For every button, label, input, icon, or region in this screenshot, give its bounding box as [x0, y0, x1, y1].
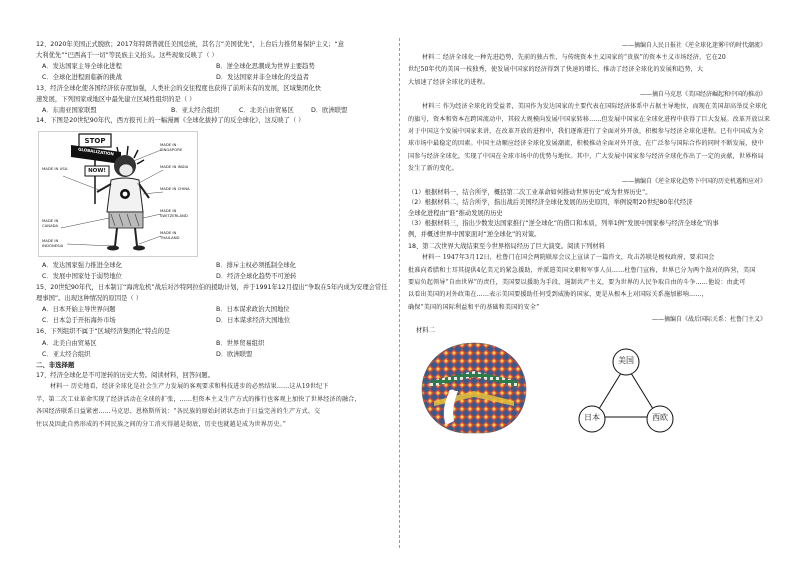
- q18-material2-title: 材料二: [416, 327, 435, 335]
- q13-stem-line1: 13、经济全球化使各国经济依存度加强，人类社会的交往程度也获得了前所未有的发展，区域集团化快: [36, 85, 322, 93]
- label-made-in-thailand: MADE IN THAILAND: [160, 229, 180, 240]
- q13-options-row: [36, 105, 391, 116]
- q16-options-row1: [36, 338, 391, 349]
- label-made-in-usa: MADE IN USA: [42, 165, 68, 171]
- q14-option-c[interactable]: C．发展中国家处于弱势地位: [42, 272, 122, 280]
- source-citation-3: ——摘编自《逆全球化趋势下中国的历史机遇和应对》: [621, 177, 766, 185]
- q17-sub-question-3: （3）根据材料三，指出少数发达国家推行“逆全球化”的借口和本质，列举1例“发展中国家参与经济全球化”的事: [408, 220, 719, 228]
- q12-stem-line1: 12、2020年美国正式脱欧；2017年特朗普就任美国总统，其名言“美国优先”，上台后力推贸易保护主义；“意: [36, 41, 345, 48]
- q14-options-row2: [36, 271, 391, 282]
- q15-option-a[interactable]: A．日本开始主导世界问题: [42, 306, 116, 314]
- q17-material1-line4: 往以及因此自然形成的不同民族之间的分工消灭得越是彻底，历史也就越是成为世界历史。”: [36, 420, 286, 428]
- label-made-in-switzerland: MADE IN SWITZERLAND: [160, 207, 188, 218]
- question-15: [36, 283, 391, 326]
- q16-options-row2: [36, 349, 391, 360]
- label-made-in-singapore: MADE IN SINGAPORE: [160, 141, 183, 152]
- question-16: [36, 327, 391, 360]
- q17-material2-line3: 大加速了经济全球化的进程。: [408, 78, 490, 86]
- sign-now: NOW!: [88, 167, 106, 174]
- question-17: [36, 371, 391, 431]
- label-made-in-india: MADE IN INDIA: [160, 163, 189, 169]
- q15-option-b[interactable]: B．日本谋求政治大国地位: [216, 306, 290, 314]
- section-heading-nonchoice: 二、非选择题: [36, 360, 75, 369]
- q17-material1-line1: 材料一 历史地看，经济全球化是社会生产力发展的客观要求和科技进步的必然结果……这从19世纪下: [50, 383, 329, 391]
- source-citation-1: ——摘编自人民日报社《逆全球化迷雾中的时代潮流》: [621, 42, 766, 49]
- q17-material2-line2: 世纪50年代的美国一枝独秀，使发展中国家的经济得到了快速的增长，推动了经济全球化的发展和趋势，大: [408, 66, 704, 74]
- q13-option-c[interactable]: C．北美自由贸易区: [239, 107, 294, 115]
- q12-options-row1: [36, 61, 391, 72]
- q12-stem-line2: 大利优先”“巴西高于一切”等民族主义抬头。这些现象反映了（ ）: [36, 51, 218, 59]
- q14-option-d[interactable]: D．经济全球化趋势不可逆转: [216, 272, 297, 280]
- q16-option-a[interactable]: A．北美自由贸易区: [42, 339, 97, 347]
- question-12: [36, 40, 391, 83]
- q15-option-d[interactable]: D．日本谋求经济大国地位: [216, 317, 291, 325]
- q12-option-d[interactable]: D．发达国家并非全球化的受益者: [216, 74, 310, 82]
- sign-stop: STOP: [84, 136, 106, 145]
- q14-option-b[interactable]: B．排斥主权必须抵制全球化: [216, 261, 296, 269]
- q17-material1-line3: 各国经济联系日益紧密……马克思、恩格斯所说：“各民族的原始封闭状态由于日益完善的生产方式、交: [36, 408, 321, 416]
- q17-sub-questions: [408, 188, 770, 241]
- q17-material3-line6: 发生了新的变化。: [408, 165, 458, 173]
- q15-options-row1: [36, 304, 391, 315]
- q17-material3: [408, 101, 770, 175]
- triangle-node-usa: 美国: [618, 355, 634, 365]
- q18-material1-line1: 材料一 1947年3月12日，杜鲁门在国会两院联席会议上宣读了一篇咨文，攻击苏联是极权政府，要求国会: [422, 254, 715, 262]
- right-column: [408, 40, 770, 439]
- q16-option-b[interactable]: B．世界贸易组织: [216, 339, 265, 347]
- q18-material1-line3: 要肩负起领导“自由世界”的责任，美国要以援助为手段，遏制共产主义，要为世界的人民争取自由的斗争……他说：由此可: [408, 279, 746, 287]
- q18-material1-line5: 确保“美国的国际利益和平的基础和美国的安全”: [408, 303, 540, 311]
- left-column: [36, 40, 391, 431]
- q12-options-row2: [36, 72, 391, 83]
- q16-stem: 16、下列组织不属于“区域经济集团化”特点的是: [36, 328, 171, 336]
- triangle-node-japan: 日本: [584, 412, 600, 422]
- q16-option-c[interactable]: C．亚太经合组织: [42, 350, 91, 358]
- source-citation-2: ——摘自马克思《美国经济崛起和中国的推动》: [639, 91, 766, 99]
- q15-option-c[interactable]: C．日本急于开拓海外市场: [42, 317, 116, 325]
- q12-option-b[interactable]: B．逆全球化思潮成为世界主要趋势: [216, 63, 315, 71]
- q18-material1-line2: 批准向希腊和土耳其提供4亿美元的紧急援助，并派遣美国文职和军事人员……杜鲁门宣称，世界已分为两个敌对的阵营，美国: [408, 266, 756, 274]
- q18-source-citation: ——摘编自《战后国际关系：杜鲁门主义》: [651, 316, 766, 324]
- q15-options-row2: [36, 315, 391, 326]
- q12-option-c[interactable]: C．全球化进程面临新的挑战: [42, 74, 122, 82]
- label-made-in-canada: MADE IN CANADA: [42, 217, 59, 228]
- q17-material2: [408, 52, 770, 89]
- triangle-node-western-europe: 西欧: [652, 412, 668, 422]
- q18-stem: 18、第二次世界大战结束至今世界格局经历了巨大演变。阅读下列材料: [408, 242, 605, 250]
- q17-sub-question-2-cont: 全球化进程由“谁”推动发展的历史: [408, 209, 503, 217]
- q15-stem-line1: 15、20世纪90年代，日本制订“海湾危机”战后对沙特阿拉伯的援助计划，并于1991年12月提出“争取在5年内成为安理会常任: [36, 283, 388, 291]
- q17-sub-question-3-cont: 例，并概述世界中国家面对“逆全球化”的对策。: [408, 231, 541, 239]
- q17-stem: 17、经济全球化是不可逆转的历史大势。阅读材料，回答问题。: [36, 371, 215, 379]
- q13-option-b[interactable]: B．亚太经合组织: [171, 107, 220, 115]
- q17-sub-question-2: （2）根据材料二，结合所学，指出战后美国经济全球化发展的历史原因，举例说明20世纪80年代经济: [408, 199, 693, 207]
- q13-option-d[interactable]: D．欧洲联盟: [311, 107, 348, 115]
- q17-material3-line2: 的旗号，资本和资本在跨国流动中，其较大规模向发展中国家转移……但发展中国家在全球化进程中获得了巨大发展。改革开放以来: [408, 115, 770, 123]
- q17-material1-line2: 半，第二次工业革命实现了经济活动在全球的扩张，……但资本主义生产方式的推行也客观上加快了世界经济的融合，: [36, 395, 361, 403]
- q14-option-a[interactable]: A．发达国家强力推进全球化: [42, 261, 122, 269]
- q18-material1-line4: 以看出美国的对外政策在……表示美国要援助任何受到威胁的国家，更是从根本上对国际关系施加影响……，: [408, 291, 708, 299]
- q17-material2-line1: 材料二 经济全球化一种先进趋势，先前的独占性，与传统资本主义国家的“贵族”的资本主义市场经济，它在20: [422, 54, 726, 61]
- q12-option-a[interactable]: A．发达国家主导全球化进程: [42, 63, 122, 71]
- label-made-in-china: MADE IN CHINA: [160, 185, 190, 191]
- q14-cartoon: [38, 131, 198, 257]
- q17-material3-line5: 国参与经济全球化，实现了中国在全球市场中的优势与地位。其中，广大发展中国家参与经济全球化作出了一定的贡献，世界格局: [408, 152, 764, 160]
- q17-material3-line3: 对于中国这个发展中国家来讲，在改革开放的进程中，我们逐渐进行了全面对外开放，积极参与经济全球化进程。已有中国成为全: [408, 128, 764, 136]
- q15-stem-line2: 理事国”。出现这种情况的原因是（ ）: [36, 294, 143, 302]
- q16-option-d[interactable]: D．欧洲联盟: [216, 350, 253, 358]
- q14-stem: 14、下图是20世纪90年代，西方报刊上的一幅漫画《全球化拔掉了的反全球化》，这反映了（ ）: [36, 117, 305, 125]
- woven-pattern-image: [418, 341, 530, 435]
- question-18: [408, 242, 770, 439]
- q18-material2-figures: [408, 341, 770, 439]
- q13-option-a[interactable]: A．东南亚国家联盟: [42, 107, 97, 115]
- q17-material3-line4: 球市场中最稳定的因素。中国主动顺应经济全球化发展潮流，积极推动全面对外开放，在广泛参与国际合作的同时不断发展，使中: [408, 140, 764, 148]
- q13-stem-line2: 速发展，下列国家或地区中最先建立区域性组织的是（ ）: [36, 95, 196, 103]
- question-14: [36, 116, 391, 282]
- q17-material3-line1: 材料三 作为经济全球化的受益者，美国作为发达国家的主要代表在国际经济体系中占据主导地位，而现在美国却高举反全球化: [422, 103, 768, 111]
- sign-globalization: GLOBALIZATION: [77, 146, 115, 157]
- q17-sub-question-1: （1）根据材料一，结合所学，概括第二次工业革命如何推动世界历史“成为世界历史”。: [408, 188, 652, 196]
- q14-options-row1: [36, 260, 391, 271]
- question-13: [36, 84, 391, 116]
- label-made-in-indonesia: MADE IN INDONESIA: [42, 237, 64, 248]
- column-separator: [399, 38, 400, 548]
